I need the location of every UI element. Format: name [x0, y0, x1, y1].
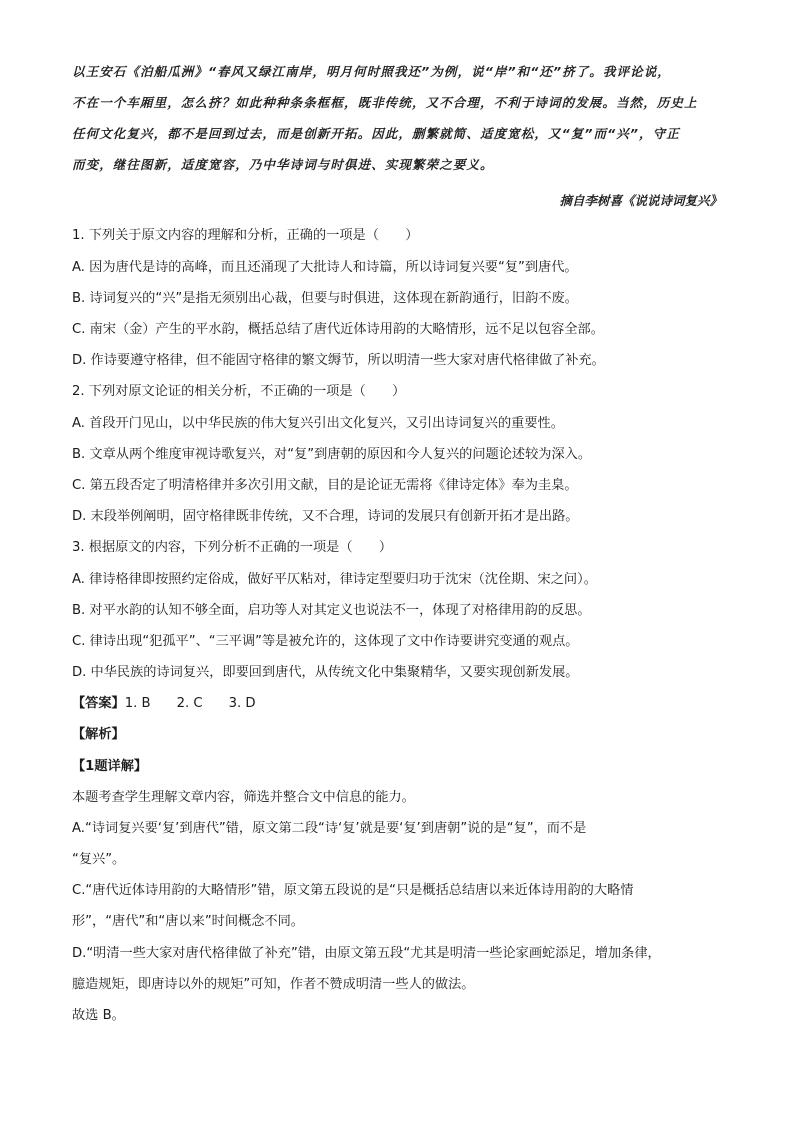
analysis-line: 故选 B。 — [72, 1008, 125, 1023]
option-a: A. 首段开门见山，以中华民族的伟大复兴引出文化复兴，又引出诗词复兴的重要性。 — [72, 416, 564, 431]
source-attribution: 摘自李树喜《说说诗词复兴》 — [559, 193, 722, 208]
analysis-line: D.“明清一些大家对唐代格律做了补充”错，由原文第五段“尤其是明清一些论家画蛇添足，增加条律， — [72, 946, 661, 961]
analysis-tag: 【解析】 — [72, 727, 125, 742]
detail-title: 【1题详解】 — [72, 759, 148, 774]
option-b: B. 诗词复兴的“兴”是指无须别出心裁，但要与时俱进，这体现在新韵通行，旧韵不废。 — [72, 291, 578, 306]
answer-item: 3. D — [228, 696, 256, 711]
quote-line: 任何文化复兴，都不是回到过去，而是创新开拓。因此，删繁就简、适度宽松，又“复”而“兴”，守正 — [72, 126, 680, 141]
option-a: A. 律诗格律即按照约定俗成，做好平仄粘对，律诗定型要归功于沈宋（沈佺期、宋之问）。 — [72, 572, 597, 587]
option-b: B. 对平水韵的认知不够全面，启功等人对其定义也说法不一，体现了对格律用韵的反思。 — [72, 603, 591, 618]
option-a: A. 因为唐代是诗的高峰，而且还涌现了大批诗人和诗篇，所以诗词复兴要“复”到唐代。 — [72, 260, 578, 275]
analysis-line: 本题考查学生理解文章内容，筛选并整合文中信息的能力。 — [72, 790, 415, 805]
option-d: D. 末段举例阐明，固守格律既非传统，又不合理，诗词的发展只有创新开拓才是出路。 — [72, 509, 579, 524]
option-d: D. 作诗要遵守格律，但不能固守格律的繁文缛节，所以明清一些大家对唐代格律做了补充。 — [72, 353, 605, 368]
answer-item: 2. C — [176, 696, 203, 711]
analysis-line: C.“唐代近体诗用韵的大略情形”错，原文第五段说的是“只是概括总结唐以来近体诗用韵的大略情 — [72, 883, 634, 898]
quote-line: 不在一个车厢里，怎么挤？如此种种条条框框，既非传统，又不合理，不利于诗词的发展。当然，历史上 — [72, 95, 698, 110]
question-stem: 3. 根据原文的内容，下列分析不正确的一项是（ ） — [72, 540, 393, 555]
answer-tag: 【答案】 — [72, 696, 125, 711]
analysis-line: “复兴”。 — [72, 852, 126, 867]
question-stem: 2. 下列对原文论证的相关分析，不正确的一项是（ ） — [72, 384, 406, 399]
quote-line: 而变，继往图新，适度宽容，乃中华诗词与时俱进、实现繁荣之要义。 — [72, 157, 494, 172]
analysis-line: 形”，“唐代”和“唐以来”时间概念不同。 — [72, 914, 304, 929]
analysis-line: A.“诗词复兴要‘复’到唐代”错，原文第二段“诗‘复’就是要‘复’到唐朝”说的是“复”，而不是 — [72, 821, 587, 836]
answer-item: 1. B — [124, 696, 151, 711]
question-stem: 1. 下列关于原文内容的理解和分析，正确的一项是（ ） — [72, 228, 419, 243]
quote-line: 以王安石《泊船瓜洲》“春风又绿江南岸，明月何时照我还”为例，说“岸”和“还”挤了。我评论说， — [72, 64, 671, 79]
analysis-line: 臆造规矩，即唐诗以外的规矩”可知，作者不赞成明清一些人的做法。 — [72, 977, 475, 992]
option-b: B. 文章从两个维度审视诗歌复兴，对“复”到唐朝的原因和今人复兴的问题论述较为深入。 — [72, 447, 592, 462]
option-d: D. 中华民族的诗词复兴，即要回到唐代，从传统文化中集聚精华，又要实现创新发展。 — [72, 665, 579, 680]
option-c: C. 律诗出现“犯孤平”、“三平调”等是被允许的，这体现了文中作诗要讲究变通的观点。 — [72, 634, 579, 649]
answer-line — [72, 692, 282, 711]
option-c: C. 第五段否定了明清格律并多次引用文献，目的是论证无需将《律诗定体》奉为圭臬。 — [72, 478, 578, 493]
option-c: C. 南宋（金）产生的平水韵，概括总结了唐代近体诗用韵的大略情形，远不足以包容全部。 — [72, 322, 604, 337]
